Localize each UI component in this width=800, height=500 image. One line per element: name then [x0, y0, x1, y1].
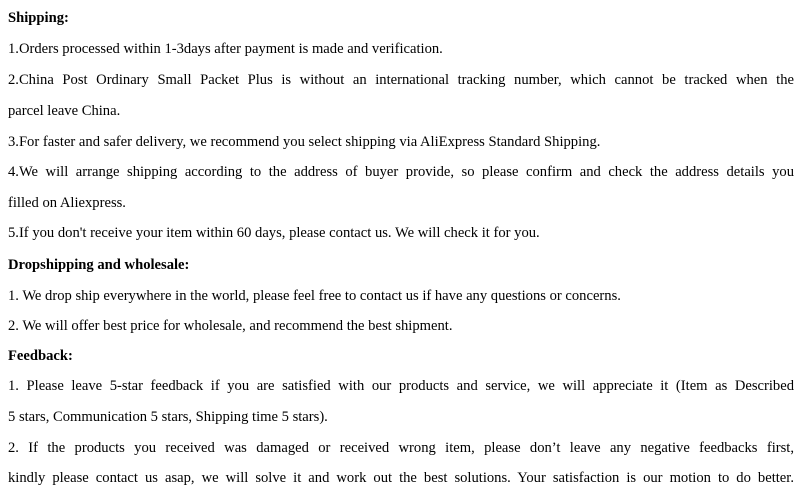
feedback-item-2-line-2: kindly please contact us asap, we will solve it and work out the best solutions. Your satisfaction is our motion to do better. — [8, 470, 794, 486]
feedback-item-1-line-2: 5 stars, Communication 5 stars, Shipping time 5 stars). — [8, 409, 328, 425]
shipping-item-1: 1.Orders processed within 1-3days after payment is made and verification. — [8, 41, 443, 57]
shipping-item-4-line-1: 4.We will arrange shipping according to the address of buyer provide, so please confirm and check the address details you — [8, 164, 794, 180]
feedback-heading: Feedback: — [8, 348, 73, 364]
feedback-item-1-line-1: 1. Please leave 5-star feedback if you are satisfied with our products and service, we will appreciate it (Item as Described — [8, 378, 794, 394]
dropshipping-item-1: 1. We drop ship everywhere in the world, please feel free to contact us if have any questions or concerns. — [8, 288, 621, 304]
dropshipping-heading: Dropshipping and wholesale: — [8, 257, 190, 273]
dropshipping-item-2: 2. We will offer best price for wholesale, and recommend the best shipment. — [8, 318, 453, 334]
feedback-item-2-line-1: 2. If the products you received was damaged or received wrong item, please don’t leave any negative feedbacks first, — [8, 440, 794, 456]
shipping-item-3: 3.For faster and safer delivery, we recommend you select shipping via AliExpress Standard Shipping. — [8, 134, 601, 150]
shipping-item-4-line-2: filled on Aliexpress. — [8, 195, 126, 211]
shipping-item-5: 5.If you don't receive your item within 60 days, please contact us. We will check it for you. — [8, 225, 540, 241]
shipping-heading: Shipping: — [8, 10, 69, 26]
shipping-item-2-line-2: parcel leave China. — [8, 103, 121, 119]
shipping-item-2-line-1: 2.China Post Ordinary Small Packet Plus is without an international tracking number, which cannot be tracked when the — [8, 72, 794, 88]
